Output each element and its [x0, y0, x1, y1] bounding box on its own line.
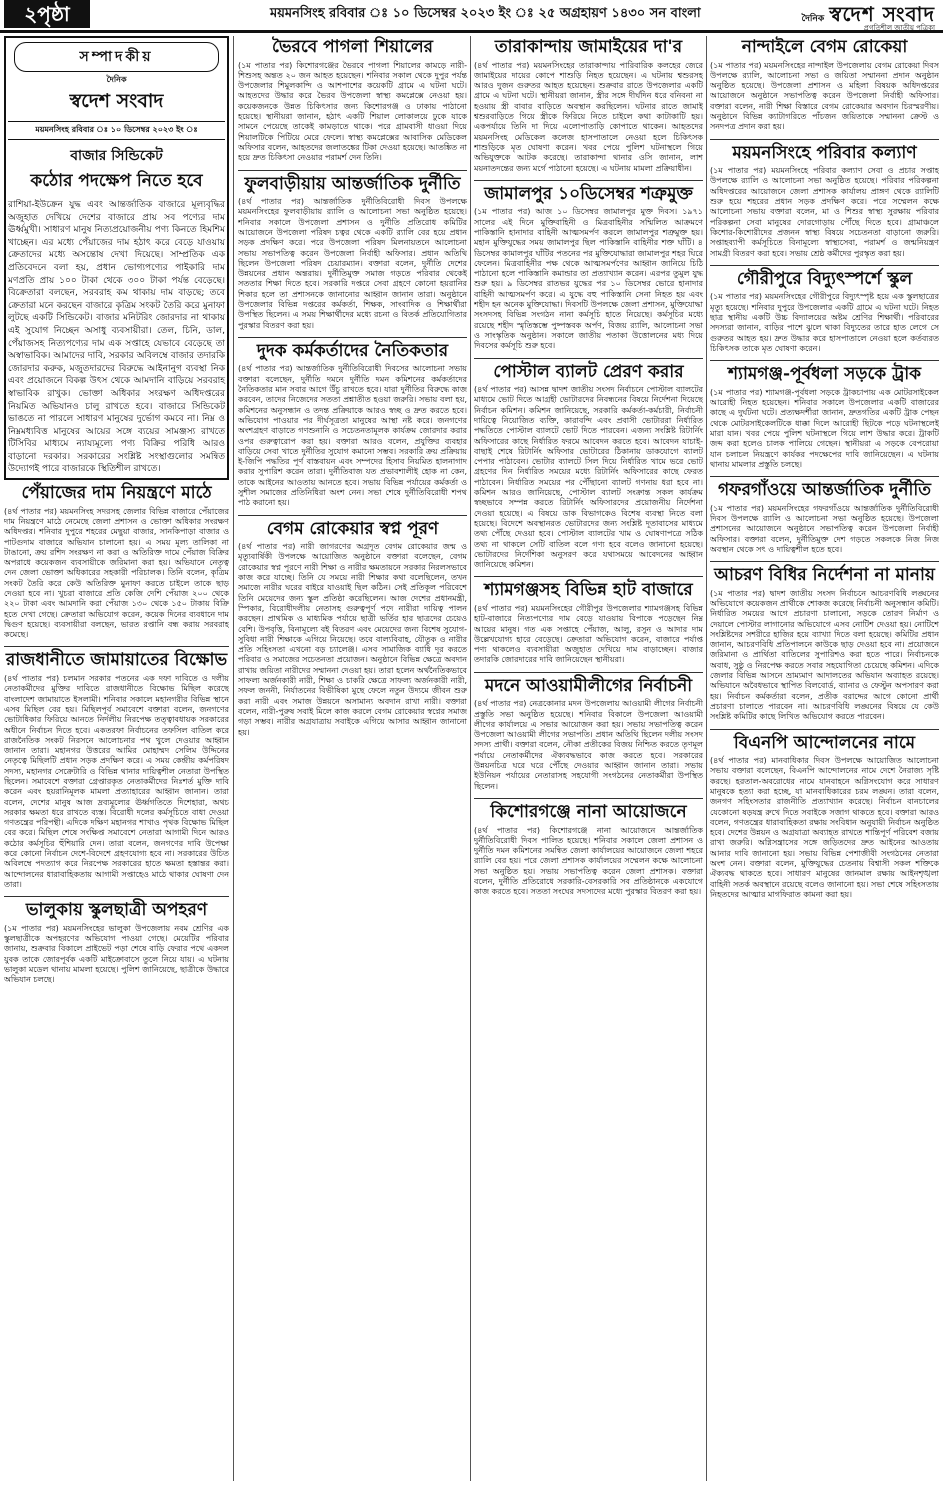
rule	[474, 798, 703, 799]
story-body: (৪র্থ পাতার পর) ময়মনসিংহ সদরসহ জেলার বিভিন্ন বাজারে পেঁয়াজের দাম নিয়ন্ত্রণে মাঠে নেমেছে জেলা প্রশাসন ও ভোক্তা অধিকার সংরক্ষণ অধিদপ্তর। শনিবার দুপুরে শহরের মেছুয়া বাজার, সানকিপাড়া বাজার ও পাটগুদাম বাজারে অভিযান চালানো হয়। এ সময় মূল্য তালিকা না টাঙানো, ক্রয় রশিদ সংরক্ষণ না করা ও অতিরিক্ত দামে পেঁয়াজ বিক্রির অপরাধে কয়েকজন ব্যবসায়ীকে জরিমানা করা হয়। অভিযানে নেতৃত্ব দেন জেলা ভোক্তা অধিকারের সহকারী পরিচালক। তিনি বলেন, কৃত্রিম সংকট তৈরি করে কেউ অতিরিক্ত মুনাফা করতে চাইলে তাকে ছাড় দেওয়া হবে না। খুচরা বাজারে প্রতি কেজি দেশি পেঁয়াজ ২০০ থেকে ২২০ টাকা এবং আমদানি করা পেঁয়াজ ১৩০ থেকে ১৫০ টাকায় বিক্রি হতে দেখা গেছে। ক্রেতারা অভিযোগ করেন, কয়েক দিনের ব্যবধানে দাম দ্বিগুণ হয়েছে। ব্যবসায়ীরা বলছেন, ভারত রপ্তানি বন্ধ করায় সরবরাহ কমেছে।	[4, 506, 229, 640]
story-body: (৪র্থ পাতার পর) মানবাধিকার দিবস উপলক্ষে আয়োজিত আলোচনা সভায় বক্তারা বলেছেন, বিএনপি আন্দোলনের নামে দেশে নৈরাজ্য সৃষ্টি করছে। হরতাল-অবরোধের নামে যানবাহনে অগ্নিসংযোগ করে সাধারণ মানুষকে হত্যা করা হচ্ছে, যা মানবাধিকারের চরম লঙ্ঘন। তারা বলেন, জনগণ সহিংসতার রাজনীতি প্রত্যাখ্যান করেছে। নির্বাচন বানচালের যেকোনো ষড়যন্ত্র রুখে দিতে সবাইকে সজাগ থাকতে হবে। বক্তারা আরও বলেন, গণতন্ত্রের ধারাবাহিকতা রক্ষায় সংবিধান অনুযায়ী নির্বাচন অনুষ্ঠিত হবে। দেশের উন্নয়ন ও অগ্রযাত্রা অব্যাহত রাখতে শান্তিপূর্ণ পরিবেশ বজায় রাখা জরুরি। অগ্নিসন্ত্রাসের সঙ্গে জড়িতদের দ্রুত আইনের আওতায় আনার দাবি জানানো হয়। সভায় বিভিন্ন পেশাজীবী সংগঠনের নেতারা অংশ নেন। বক্তারা বলেন, মুক্তিযুদ্ধের চেতনায় বিশ্বাসী সকল শক্তিকে ঐক্যবদ্ধ থাকতে হবে। সাধারণ মানুষের জানমাল রক্ষায় আইনশৃঙ্খলা বাহিনী সতর্ক অবস্থানে রয়েছে বলেও জানানো হয়। সভা শেষে সহিংসতায় নিহতদের আত্মার মাগফিরাত কামনা করা হয়।	[710, 756, 939, 899]
story-gouripur	[710, 270, 939, 354]
story-body: (১ম পাতার পর) ময়মনসিংহের গৌরীপুরে বিদ্যুৎস্পৃষ্ট হয়ে এক স্কুলছাত্রের মৃত্যু হয়েছে। শনিবার দুপুরে উপজেলার একটি গ্রামে এ ঘটনা ঘটে। নিহত ছাত্র স্থানীয় একটি উচ্চ বিদ্যালয়ের অষ্টম শ্রেণির শিক্ষার্থী। পরিবারের সদস্যরা জানান, বাড়ির পাশে ঝুলে থাকা বিদ্যুতের তারে হাত লেগে সে গুরুতর আহত হয়। দ্রুত উদ্ধার করে হাসপাতালে নেওয়া হলে কর্তব্যরত চিকিৎসক তাকে মৃত ঘোষণা করেন।	[710, 292, 939, 353]
page-number: ২পৃষ্ঠা	[4, 0, 90, 28]
story-peyaj	[4, 484, 229, 640]
editorial-title: সম্পাদকীয়	[14, 42, 219, 72]
story-jamalpur	[474, 185, 703, 352]
story-body: (৪র্থ পাতার পর) নেত্রকোনার মদন উপজেলায় আওয়ামী লীগের নির্বাচনী প্রস্তুতি সভা অনুষ্ঠিত হয়েছে। শনিবার বিকালে উপজেলা আওয়ামী লীগের কার্যালয়ে এ সভার আয়োজন করা হয়। সভায় সভাপতিত্ব করেন উপজেলা আওয়ামী লীগের সভাপতি। প্রধান অতিথি ছিলেন দলীয় সংসদ সদস্য প্রার্থী। বক্তারা বলেন, নৌকা প্রতীকের বিজয় নিশ্চিত করতে তৃণমূল পর্যায়ে নেতাকর্মীদের ঐক্যবদ্ধভাবে কাজ করতে হবে। সরকারের উন্নয়নচিত্র ঘরে ঘরে পৌঁছে দেওয়ার আহ্বান জানান তারা। সভায় ইউনিয়ন পর্যায়ের নেতারাসহ সহযোগী সংগঠনের নেতাকর্মীরা উপস্থিত ছিলেন।	[474, 699, 703, 791]
editorial-body: রাশিয়া-ইউক্রেন যুদ্ধ এবং আন্তর্জাতিক বাজারে মূল্যবৃদ্ধির অজুহাত দেখিয়ে দেশের বাজারে প্রায় সব পণ্যের দাম ঊর্ধ্বমুখী। সাধারণ মানুষ নিত্যপ্রয়োজনীয় পণ্য কিনতে হিমশিম খাচ্ছেন। এর মধ্যে পেঁয়াজের দাম হঠাৎ করে বেড়ে যাওয়ায় ক্রেতাদের মধ্যে অসন্তোষ দেখা দিয়েছে। সাম্প্রতিক এক প্রতিবেদনে বলা হয়, প্রধান ভোগ্যপণ্যের পাইকারি দাম মণপ্রতি প্রায় ১০০ টাকা থেকে ৩০০ টাকা পর্যন্ত বেড়েছে। বিক্রেতারা বলছেন, সরবরাহ কম থাকায় দাম বাড়ছে; তবে ক্রেতারা মনে করছেন বাজারে কৃত্রিম সংকট তৈরি করে মুনাফা লুটছে একটি সিন্ডিকেট। বাজার মনিটরিং জোরদার না থাকায় এই সুযোগ নিচ্ছেন অসাধু ব্যবসায়ীরা। তেল, চিনি, ডাল, পেঁয়াজসহ নিত্যপণ্যের দাম এক সপ্তাহে যেভাবে বেড়েছে তা অস্বাভাবিক। আমাদের দাবি, সরকার অবিলম্বে বাজার তদারকি জোরদার করুক, মজুতদারদের বিরুদ্ধে আইনানুগ ব্যবস্থা নিক এবং প্রয়োজনে বিকল্প উৎস থেকে আমদানি বাড়িয়ে সরবরাহ স্বাভাবিক রাখুক। ভোক্তা অধিকার সংরক্ষণ অধিদপ্তরের নিয়মিত অভিযানও চালু রাখতে হবে। বাজারে সিন্ডিকেট ভাঙতে না পারলে সাধারণ মানুষের দুর্ভোগ কমবে না। নিম্ন ও নিম্নমধ্যবিত্ত মানুষের আয়ের সঙ্গে ব্যয়ের সামঞ্জস্য রাখতে টিসিবির মাধ্যমে ন্যায্যমূল্যে পণ্য বিক্রির পরিধি আরও বাড়ানো দরকার। সরকারের সংশ্লিষ্ট সংস্থাগুলোর সমন্বিত উদ্যোগই পারে বাজারকে স্থিতিশীল রাখতে।	[8, 200, 225, 475]
headline: তারাকান্দায় জামাইয়ের দা'র	[494, 37, 683, 57]
column-divider	[233, 36, 234, 1481]
headline: রাজধানীতে জামায়াতের বিক্ষোভ	[5, 650, 228, 671]
column-2	[238, 36, 467, 1481]
column-divider	[470, 36, 471, 1481]
story-body: (১ম পাতার পর) ময়মনসিংহের নান্দাইল উপজেলায় বেগম রোকেয়া দিবস উপলক্ষে র‌্যালি, আলোচনা সভা ও জয়িতা সম্মাননা প্রদান অনুষ্ঠান অনুষ্ঠিত হয়েছে। উপজেলা প্রশাসন ও মহিলা বিষয়ক অধিদপ্তরের আয়োজনে অনুষ্ঠানে সভাপতিত্ব করেন উপজেলা নির্বাহী অফিসার। বক্তারা বলেন, নারী শিক্ষা বিস্তারে বেগম রোকেয়ার অবদান চিরস্মরণীয়। অনুষ্ঠানে বিভিন্ন ক্যাটাগরিতে পাঁচজন জয়িতাকে সম্মাননা ক্রেস্ট ও সনদপত্র প্রদান করা হয়।	[710, 60, 939, 132]
headline: গৌরীপুরে বিদ্যুৎস্পর্শে স্কুল	[736, 268, 913, 289]
brand-name: স্বদেশ সংবাদ	[829, 2, 935, 26]
dateline: ময়মনসিংহ রবিবার ঃ ১০ ডিসেম্বর ২০২৩ ইং ঃ ২৫ অগ্রহায়ণ ১৪৩০ সন বাংলা	[270, 6, 701, 21]
rule	[474, 576, 703, 577]
headline: ময়মনসিংহে পরিবার কল্যাণ	[732, 142, 917, 163]
story-body: (১ম পাতার পর) ময়মনসিংহের গফরগাঁওয়ে আন্তর্জাতিক দুর্নীতিবিরোধী দিবস উপলক্ষে র‌্যালি ও আলোচনা সভা অনুষ্ঠিত হয়েছে। উপজেলা প্রশাসনের আয়োজনে অনুষ্ঠানে সভাপতিত্ব করেন উপজেলা নির্বাহী অফিসার। বক্তারা বলেন, দুর্নীতিমুক্ত দেশ গড়তে সকলকে নিজ নিজ অবস্থান থেকে সৎ ও দায়িত্বশীল হতে হবে।	[710, 503, 939, 554]
rule	[4, 896, 229, 897]
rule	[710, 265, 939, 266]
story-shyamganj-hat	[474, 581, 703, 665]
story-achoran	[710, 566, 939, 722]
masthead	[0, 0, 943, 33]
story-body: (১ম পাতার পর) ময়মনসিংহে পরিবার কল্যাণ সেবা ও প্রচার সপ্তাহ উপলক্ষে র‌্যালি ও আলোচনা সভা অনুষ্ঠিত হয়েছে। পরিবার পরিকল্পনা অধিদপ্তরের আয়োজনে জেলা প্রশাসক কার্যালয় প্রাঙ্গণ থেকে র‌্যালিটি শুরু হয়ে শহরের প্রধান সড়ক প্রদক্ষিণ করে। পরে সম্মেলন কক্ষে আলোচনা সভায় বক্তারা বলেন, মা ও শিশুর স্বাস্থ্য সুরক্ষায় পরিবার পরিকল্পনা সেবা মানুষের দোরগোড়ায় পৌঁছে দিতে হবে। গ্রামাঞ্চলে কিশোর-কিশোরীদের প্রজনন স্বাস্থ্য বিষয়ে সচেতনতা বাড়ানো জরুরি। সপ্তাহব্যাপী কর্মসূচিতে বিনামূল্যে স্বাস্থ্যসেবা, পরামর্শ ও জন্মনিয়ন্ত্রণ সামগ্রী বিতরণ করা হবে। সভায় শ্রেষ্ঠ কর্মীদের পুরস্কৃত করা হয়।	[710, 166, 939, 258]
story-body: (১ম পাতার পর) আজ ১০ ডিসেম্বর জামালপুর মুক্ত দিবস। ১৯৭১ সালের এই দিনে মুক্তিবাহিনী ও মিত্রবাহিনীর সম্মিলিত আক্রমণে পাকিস্তানি হানাদার বাহিনী আত্মসমর্পণ করলে জামালপুর শত্রুমুক্ত হয়। মহান মুক্তিযুদ্ধের সময় জামালপুর ছিল পাকিস্তানি বাহিনীর শক্ত ঘাঁটি। ৪ ডিসেম্বর কামালপুর ঘাঁটির পতনের পর মুক্তিযোদ্ধারা জামালপুর শহর ঘিরে ফেলেন। মিত্রবাহিনীর পক্ষ থেকে আত্মসমর্পণের আহ্বান জানিয়ে চিঠি পাঠানো হলে পাকিস্তানি কমান্ডার তা প্রত্যাখ্যান করেন। এরপর তুমুল যুদ্ধ শুরু হয়। ৯ ডিসেম্বর রাতভর যুদ্ধের পর ১০ ডিসেম্বর ভোরে হানাদার বাহিনী আত্মসমর্পণ করে। এ যুদ্ধে বহু পাকিস্তানি সেনা নিহত হয় এবং শহীদ হন অনেক মুক্তিযোদ্ধা। দিবসটি উপলক্ষে জেলা প্রশাসন, মুক্তিযোদ্ধা সংসদসহ বিভিন্ন সংগঠন নানা কর্মসূচি হাতে নিয়েছে। কর্মসূচির মধ্যে রয়েছে শহীদ স্মৃতিস্তম্ভে পুষ্পস্তবক অর্পণ, বিজয় র‌্যালি, আলোচনা সভা ও সাংস্কৃতিক অনুষ্ঠান। সকালে জাতীয় পতাকা উত্তোলনের মধ্য দিয়ে দিবসের কর্মসূচি শুরু হবে।	[474, 207, 703, 351]
headline: গফরগাঁওয়ে আন্তর্জাতিক দুর্নীতি	[718, 480, 931, 501]
rule	[474, 358, 703, 359]
story-kishoreganj	[474, 803, 703, 898]
story-vairab	[238, 38, 467, 164]
rule	[238, 515, 467, 516]
column-3	[474, 36, 703, 1481]
story-body: (১ম পাতার পর) কিশোরগঞ্জের ভৈরবে পাগলা শিয়ালের কামড়ে নারী-শিশুসহ অন্তত ২০ জন আহত হয়েছেন। শনিবার সকাল থেকে দুপুর পর্যন্ত উপজেলার শিমুলকান্দি ও আশপাশের কয়েকটি গ্রামে এ ঘটনা ঘটে। আহতদের উদ্ধার করে ভৈরব উপজেলা স্বাস্থ্য কমপ্লেক্সে নেওয়া হয়। কয়েকজনকে উন্নত চিকিৎসার জন্য কিশোরগঞ্জ ও ঢাকায় পাঠানো হয়েছে। স্থানীয়রা জানান, হঠাৎ একটি শিয়াল লোকালয়ে ঢুকে যাকে সামনে পেয়েছে তাকেই কামড়াতে থাকে। পরে গ্রামবাসী ধাওয়া দিয়ে শিয়ালটিকে পিটিয়ে মেরে ফেলে। স্বাস্থ্য কমপ্লেক্সের আবাসিক মেডিকেল অফিসার বলেন, আহতদের জলাতঙ্কের টিকা দেওয়া হয়েছে। আতঙ্কিত না হয়ে দ্রুত চিকিৎসা নেওয়ার পরামর্শ দেন তিনি।	[238, 60, 467, 163]
story-taraganda	[474, 38, 703, 174]
column-divider	[706, 36, 707, 1481]
editorial-headline-main: কঠোর পদক্ষেপ নিতে হবে	[30, 171, 203, 191]
headline: কিশোরগঞ্জে নানা আয়োজনে	[490, 801, 687, 822]
rule	[4, 646, 229, 647]
story-bnp	[710, 734, 939, 901]
story-begum	[238, 520, 467, 738]
story-gafargaon	[710, 481, 939, 555]
editorial-date: ময়মনসিংহ রবিবার ঃ ১০ ডিসেম্বর ২০২৩ ইং ঃ	[8, 121, 225, 140]
editorial-brand: স্বদেশ সংবাদ	[69, 90, 164, 112]
rule	[710, 729, 939, 730]
story-madan	[474, 677, 703, 792]
story-body: (৪র্থ পাতার পর) আন্তর্জাতিক দুর্নীতিবিরোধী দিবসের আলোচনা সভায় বক্তারা বলেছেন, দুর্নীতি দমনে দুর্নীতি দমন কমিশনের কর্মকর্তাদের নৈতিকতার মান সবার আগে উঁচু রাখতে হবে। যারা দুর্নীতির বিরুদ্ধে কাজ করবেন, তাদের নিজেদের সততা প্রশ্নাতীত হওয়া জরুরি। সভায় বলা হয়, কমিশনের অনুসন্ধান ও তদন্ত প্রক্রিয়াকে আরও স্বচ্ছ ও দ্রুত করতে হবে। অভিযোগ পাওয়ার পর দীর্ঘসূত্রতা মানুষের আস্থা নষ্ট করে। জনগণের অংশগ্রহণ বাড়াতে গণশুনানি ও সচেতনতামূলক কার্যক্রম জোরদার করার ওপর গুরুত্বারোপ করা হয়। বক্তারা আরও বলেন, প্রযুক্তির ব্যবহার বাড়িয়ে সেবা খাতে দুর্নীতির সুযোগ কমানো সম্ভব। সরকারি ক্রয় প্রক্রিয়ায় ই-জিপি পদ্ধতির পূর্ণ বাস্তবায়ন এবং সম্পদের হিসাব নিয়মিত হালনাগাদ করার সুপারিশ করেন তারা। দুর্নীতিবাজ যত প্রভাবশালীই হোক না কেন, তাকে আইনের আওতায় আনতে হবে। সভায় বিভিন্ন পর্যায়ের কর্মকর্তা ও সুশীল সমাজের প্রতিনিধিরা অংশ নেন। সভা শেষে দুর্নীতিবিরোধী শপথ পাঠ করানো হয়।	[238, 364, 467, 508]
brand-prefix: দৈনিক	[801, 14, 825, 24]
story-dudok	[238, 342, 467, 509]
headline: শ্যামগঞ্জ-পূর্বধলা সড়কে ট্রাক	[727, 364, 922, 385]
editorial-headline-top: বাজার সিন্ডিকেট	[70, 148, 163, 164]
headline: দুদক কর্মকর্তাদের নৈতিকতার	[256, 340, 449, 361]
story-body: (১ম পাতার পর) শ্যামগঞ্জ-পূর্বধলা সড়কে ট্রাকচাপায় এক মোটরসাইকেল আরোহী নিহত হয়েছেন। শনিবার সকালে উপজেলার একটি বাজারের কাছে এ দুর্ঘটনা ঘটে। প্রত্যক্ষদর্শীরা জানান, দ্রুতগতির একটি ট্রাক পেছন থেকে মোটরসাইকেলটিকে ধাক্কা দিলে আরোহী ছিটকে পড়ে ঘটনাস্থলেই মারা যান। খবর পেয়ে পুলিশ ঘটনাস্থলে গিয়ে লাশ উদ্ধার করে। ট্রাকটি জব্দ করা হলেও চালক পালিয়ে গেছেন। স্থানীয়রা এ সড়কে বেপরোয়া যান চলাচল নিয়ন্ত্রণে কার্যকর পদক্ষেপের দাবি জানিয়েছেন। এ ঘটনায় থানায় মামলার প্রস্তুতি চলছে।	[710, 387, 939, 469]
headline: বিএনপি আন্দোলনের নামে	[733, 732, 916, 753]
story-rajdhani	[4, 651, 229, 890]
rule	[710, 360, 939, 361]
story-nandail	[710, 38, 939, 133]
headline: শ্যামগঞ্জসহ বিভিন্ন হাট বাজারে	[484, 580, 693, 601]
rule	[710, 476, 939, 477]
headline: মদনে আওয়ামীলীগের নির্বাচনী	[484, 675, 693, 696]
headline: বেগম রোকেয়ার স্বপ্ন পূরণ	[266, 518, 439, 539]
story-body: (৪র্থ পাতার পর) ময়মনসিংহের তারাকান্দায় পারিবারিক কলহের জেরে জামাইয়ের দায়ের কোপে শাশুড়ি নিহত হয়েছেন। এ ঘটনায় শ্বশুরসহ আরও দুজন গুরুতর আহত হয়েছেন। শুক্রবার রাতে উপজেলার একটি গ্রামে এ ঘটনা ঘটে। স্থানীয়রা জানান, স্ত্রীর সঙ্গে দীর্ঘদিন ধরে বনিবনা না হওয়ায় স্ত্রী বাবার বাড়িতে অবস্থান করছিলেন। ঘটনার রাতে জামাই শ্বশুরবাড়িতে গিয়ে স্ত্রীকে ফিরিয়ে নিতে চাইলে কথা কাটাকাটি হয়। একপর্যায়ে তিনি দা দিয়ে এলোপাতাড়ি কোপাতে থাকেন। আহতদের ময়মনসিংহ মেডিকেল কলেজ হাসপাতালে নেওয়া হলে চিকিৎসক শাশুড়িকে মৃত ঘোষণা করেন। খবর পেয়ে পুলিশ ঘটনাস্থলে গিয়ে অভিযুক্তকে আটক করেছে। তারাকান্দা থানার ওসি জানান, লাশ ময়নাতদন্তের জন্য মর্গে পাঠানো হয়েছে। এ ঘটনায় মামলা প্রক্রিয়াধীন।	[474, 60, 703, 173]
headline: ভালুকায় স্কুলছাত্রী অপহরণ	[25, 900, 208, 921]
headline: জামালপুর ১০ডিসেম্বর শত্রুমুক্ত	[484, 183, 693, 204]
story-body: (৪র্থ পাতার পর) আন্তর্জাতিক দুর্নীতিবিরোধী দিবস উপলক্ষে ময়মনসিংহের ফুলবাড়ীয়ায় র‌্যালি ও আলোচনা সভা অনুষ্ঠিত হয়েছে। শনিবার সকালে উপজেলা প্রশাসন ও দুর্নীতি প্রতিরোধ কমিটির আয়োজনে উপজেলা পরিষদ চত্বর থেকে একটি র‌্যালি বের হয়ে প্রধান সড়ক প্রদক্ষিণ করে। পরে উপজেলা পরিষদ মিলনায়তনে আলোচনা সভায় সভাপতিত্ব করেন উপজেলা নির্বাহী অফিসার। প্রধান অতিথি ছিলেন উপজেলা পরিষদ চেয়ারম্যান। বক্তারা বলেন, দুর্নীতি দেশের উন্নয়নের প্রধান অন্তরায়। দুর্নীতিমুক্ত সমাজ গড়তে পরিবার থেকেই সততার শিক্ষা দিতে হবে। সরকারি দপ্তরে সেবা গ্রহণে কোনো হয়রানির শিকার হলে তা প্রশাসনকে জানানোর আহ্বান জানান তারা। অনুষ্ঠানে উপজেলার বিভিন্ন দপ্তরের কর্মকর্তা, শিক্ষক, সাংবাদিক ও শিক্ষার্থীরা উপস্থিত ছিলেন। এ সময় শিক্ষার্থীদের মধ্যে রচনা ও বিতর্ক প্রতিযোগিতার পুরস্কার বিতরণ করা হয়।	[238, 197, 467, 330]
story-body: (১ম পাতার পর) ময়মনসিংহের ভালুকা উপজেলায় নবম শ্রেণির এক স্কুলছাত্রীকে অপহরণের অভিযোগ পাওয়া গেছে। মেয়েটির পরিবার জানায়, শুক্রবার বিকালে প্রাইভেট পড়া শেষে বাড়ি ফেরার পথে একদল যুবক তাকে জোরপূর্বক একটি মাইক্রোবাসে তুলে নিয়ে যায়। এ ঘটনায় ভালুকা মডেল থানায় মামলা হয়েছে। পুলিশ জানিয়েছে, ছাত্রীকে উদ্ধারে অভিযান চলছে।	[4, 923, 229, 985]
story-truck	[710, 365, 939, 470]
brand-tagline: প্রগতিশীল জাতীয় পত্রিকা	[863, 24, 935, 32]
headline: আচরণ বিধির নির্দেশনা না মানায়	[714, 565, 935, 586]
story-body: (৪র্থ পাতার পর) নারী জাগরণের অগ্রদূত বেগম রোকেয়ার জন্ম ও মৃত্যুবার্ষিকী উপলক্ষে আয়োজিত অনুষ্ঠানে বক্তারা বলেছেন, বেগম রোকেয়ার স্বপ্ন পূরণে নারী শিক্ষা ও নারীর ক্ষমতায়নে সরকার নিরলসভাবে কাজ করে যাচ্ছে। তিনি যে সময়ে নারী শিক্ষার কথা বলেছিলেন, তখন সমাজে নারীর ঘরের বাইরে যাওয়াই ছিল কঠিন। সেই প্রতিকূল পরিবেশে তিনি মেয়েদের জন্য স্কুল প্রতিষ্ঠা করেছিলেন। আজ দেশের প্রধানমন্ত্রী, স্পিকার, বিরোধীদলীয় নেতাসহ গুরুত্বপূর্ণ পদে নারীরা দায়িত্ব পালন করছেন। প্রাথমিক ও মাধ্যমিক পর্যায়ে ছাত্রী ভর্তির হার ছাত্রদের চেয়েও বেশি। উপবৃত্তি, বিনামূল্যে বই বিতরণ এবং মেয়েদের জন্য বিশেষ সুযোগ-সুবিধা নারী শিক্ষাকে এগিয়ে নিয়েছে। তবে বাল্যবিবাহ, যৌতুক ও নারীর প্রতি সহিংসতা এখনো বড় চ্যালেঞ্জ। এসব সামাজিক ব্যাধি দূর করতে পরিবার ও সমাজের সচেতনতা প্রয়োজন। অনুষ্ঠানে বিভিন্ন ক্ষেত্রে অবদান রাখায় জয়িতা নারীদের সম্মাননা দেওয়া হয়। তারা হলেন অর্থনৈতিকভাবে সাফল্য অর্জনকারী নারী, শিক্ষা ও চাকরি ক্ষেত্রে সাফল্য অর্জনকারী নারী, সফল জননী, নির্যাতনের বিভীষিকা মুছে ফেলে নতুন উদ্যমে জীবন শুরু করা নারী এবং সমাজ উন্নয়নে অসামান্য অবদান রাখা নারী। বক্তারা বলেন, নারী-পুরুষ সবাই মিলে কাজ করলে বেগম রোকেয়ার স্বপ্নের সমাজ গড়া সম্ভব। নারীর অগ্রযাত্রায় সবাইকে এগিয়ে আসার আহ্বান জানানো হয়।	[238, 542, 467, 737]
story-body: (৪র্থ পাতার পর) ময়মনসিংহের গৌরীপুর উপজেলার শ্যামগঞ্জসহ বিভিন্ন হাট-বাজারে নিত্যপণ্যের দাম বেড়ে যাওয়ায় বিপাকে পড়েছেন নিম্ন আয়ের মানুষ। গত এক সপ্তাহে পেঁয়াজ, আলু, রসুন ও আদার দাম উল্লেখযোগ্য হারে বেড়েছে। ক্রেতারা অভিযোগ করেন, বাজারে পর্যাপ্ত পণ্য থাকলেও ব্যবসায়ীরা অজুহাত দেখিয়ে দাম বাড়াচ্ছেন। বাজার তদারকি জোরদারের দাবি জানিয়েছেন স্থানীয়রা।	[474, 603, 703, 665]
headline: পেঁয়াজের দাম নিয়ন্ত্রণে মাঠে	[21, 483, 212, 504]
editorial-box	[4, 36, 229, 480]
headline: ফুলবাড়ীয়ায় আন্তর্জাতিক দুর্নীতি	[244, 173, 461, 194]
rule	[474, 180, 703, 181]
story-body: (১ম পাতার পর) দ্বাদশ জাতীয় সংসদ নির্বাচনে আচরণবিধি লঙ্ঘনের অভিযোগে কয়েকজন প্রার্থীকে শোকজ করেছে নির্বাচনী অনুসন্ধান কমিটি। নির্ধারিত সময়ের আগে প্রচারণা চালানো, সড়কে তোরণ নির্মাণ ও দেয়ালে পোস্টার লাগানোর অভিযোগে এসব নোটিশ দেওয়া হয়। নোটিশে সংশ্লিষ্টদের সশরীরে হাজির হয়ে ব্যাখ্যা দিতে বলা হয়েছে। কমিটির প্রধান জানান, আচরণবিধি প্রতিপালনে কাউকে ছাড় দেওয়া হবে না। প্রয়োজনে জরিমানা ও প্রার্থিতা বাতিলের সুপারিশও করা হতে পারে। নির্বাচনকে অবাধ, সুষ্ঠু ও নিরপেক্ষ করতে সবার সহযোগিতা চেয়েছে কমিশন। এদিকে জেলার বিভিন্ন আসনে ভ্রাম্যমাণ আদালতের অভিযান অব্যাহত রয়েছে। অভিযানে অবৈধভাবে স্থাপিত বিলবোর্ড, ব্যানার ও ফেস্টুন অপসারণ করা হয়। নির্বাচন কর্মকর্তারা বলেন, প্রতীক বরাদ্দের আগে কোনো প্রার্থী প্রচারণা চালাতে পারবেন না। আচরণবিধি লঙ্ঘনের বিষয়ে যে কেউ সংশ্লিষ্ট কমিটির কাছে লিখিত অভিযোগ করতে পারবেন।	[710, 588, 939, 722]
masthead-brand	[802, 0, 936, 33]
story-body: (৪র্থ পাতার পর) কিশোরগঞ্জে নানা আয়োজনে আন্তর্জাতিক দুর্নীতিবিরোধী দিবস পালিত হয়েছে। শনিবার সকালে জেলা প্রশাসন ও দুর্নীতি দমন কমিশনের সমন্বিত জেলা কার্যালয়ের আয়োজনে জেলা শহরে র‌্যালি বের হয়। পরে জেলা প্রশাসক কার্যালয়ের সম্মেলন কক্ষে আলোচনা সভা অনুষ্ঠিত হয়। সভায় সভাপতিত্ব করেন জেলা প্রশাসক। বক্তারা বলেন, দুর্নীতি প্রতিরোধে সরকারি-বেসরকারি সব প্রতিষ্ঠানকে একযোগে কাজ করতে হবে। সততা সংঘের সদস্যদের মধ্যে পুরস্কার বিতরণ করা হয়।	[474, 825, 703, 897]
story-postal	[474, 363, 703, 571]
rule	[710, 561, 939, 562]
rule	[474, 672, 703, 673]
column-4	[710, 36, 939, 1481]
headline: ভৈরবে পাগলা শিয়ালের	[272, 37, 433, 57]
story-valuka	[4, 901, 229, 985]
story-body: (৪র্থ পাতার পর) চলমান সরকার পতনের এক দফা দাবিতে ও দলীয় নেতাকর্মীদের মুক্তির দাবিতে রাজধানীতে বিক্ষোভ মিছিল করেছে বাংলাদেশ জামায়াতে ইসলামী। শনিবার সকালে মহানগরীর বিভিন্ন স্থানে এসব মিছিল বের হয়। মিছিলপূর্ব সমাবেশে বক্তারা বলেন, জনগণের ভোটাধিকার ফিরিয়ে আনতে নির্দলীয় নিরপেক্ষ তত্ত্বাবধায়ক সরকারের অধীনে নির্বাচন দিতে হবে। একতরফা নির্বাচনের তফসিল বাতিল করে রাজনৈতিক সংকট নিরসনে আলোচনার পথ খুলে দেওয়ার আহ্বান জানান তারা। মহানগর উত্তরের আমির মোহাম্মদ সেলিম উদ্দিনের নেতৃত্বে মিছিলটি প্রধান সড়ক প্রদক্ষিণ করে। এ সময় কেন্দ্রীয় কর্মপরিষদ সদস্য, মহানগর সেক্রেটারি ও বিভিন্ন থানার দায়িত্বশীল নেতারা উপস্থিত ছিলেন। সমাবেশে বক্তারা গ্রেপ্তারকৃত নেতাকর্মীদের নিঃশর্ত মুক্তি দাবি করেন এবং হয়রানিমূলক মামলা প্রত্যাহারের আহ্বান জানান। তারা বলেন, দেশের মানুষ আজ দ্রব্যমূল্যের ঊর্ধ্বগতিতে দিশেহারা, অথচ সরকার ক্ষমতা ধরে রাখতে ব্যস্ত। বিরোধী দলের কর্মসূচিতে বাধা দেওয়া গণতন্ত্রের পরিপন্থী। এদিকে দক্ষিণ মহানগর শাখাও পৃথক বিক্ষোভ মিছিল বের করে। মিছিল শেষে সংক্ষিপ্ত সমাবেশে নেতারা আগামী দিনে আরও কঠোর কর্মসূচির হুঁশিয়ারি দেন। তারা বলেন, জনগণের দাবি উপেক্ষা করে কোনো নির্বাচন দেশে-বিদেশে গ্রহণযোগ্য হবে না। সরকারের উচিত অবিলম্বে পদত্যাগ করে নিরপেক্ষ সরকারের হাতে ক্ষমতা হস্তান্তর করা। আন্দোলনের ধারাবাহিকতায় আগামী সপ্তাহেও মাঠে থাকার ঘোষণা দেন তারা।	[4, 674, 229, 889]
story-body: (৪র্থ পাতার পর) আসন্ন দ্বাদশ জাতীয় সংসদ নির্বাচনে পোস্টাল ব্যালটের মাধ্যমে ভোট দিতে আগ্রহী ভোটারদের নিবন্ধনের বিষয়ে নির্দেশনা দিয়েছে নির্বাচন কমিশন। কমিশন জানিয়েছে, সরকারি কর্মকর্তা-কর্মচারী, নির্বাচনী দায়িত্বে নিয়োজিত ব্যক্তি, কারাবন্দি এবং প্রবাসী ভোটাররা নির্ধারিত পদ্ধতিতে পোস্টাল ব্যালটে ভোট দিতে পারবেন। এজন্য সংশ্লিষ্ট রিটার্নিং অফিসারের কাছে নির্ধারিত ফরমে আবেদন করতে হবে। আবেদন যাচাই-বাছাই শেষে রিটার্নিং অফিসার ভোটারের ঠিকানায় ডাকযোগে ব্যালট পেপার পাঠাবেন। ভোটার ব্যালটে সিল দিয়ে নির্ধারিত খামে ভরে ভোট গ্রহণের দিন নির্ধারিত সময়ের মধ্যে রিটার্নিং অফিসারের কাছে ফেরত পাঠাবেন। নির্ধারিত সময়ের পর পৌঁছানো ব্যালট গণনায় ধরা হবে না। কমিশন আরও জানিয়েছে, পোস্টাল ব্যালট সংক্রান্ত সকল কার্যক্রম স্বচ্ছভাবে সম্পন্ন করতে রিটার্নিং অফিসারদের প্রয়োজনীয় নির্দেশনা দেওয়া হয়েছে। এ বিষয়ে ডাক বিভাগকেও বিশেষ ব্যবস্থা নিতে বলা হয়েছে। বিদেশে অবস্থানরত ভোটারদের জন্য সংশ্লিষ্ট দূতাবাসের মাধ্যমে তথ্য পৌঁছে দেওয়া হবে। পোস্টাল ব্যালটের খাম ও ঘোষণাপত্রে সঠিক তথ্য না থাকলে সেটি বাতিল বলে গণ্য হবে বলেও জানানো হয়েছে। ভোটারদের নির্দেশিকা অনুসরণ করে যথাসময়ে আবেদনের আহ্বান জানিয়েছে কমিশন।	[474, 385, 703, 570]
column-1	[4, 36, 229, 1481]
headline: পোস্টাল ব্যালট প্রেরণ করার	[493, 361, 684, 382]
rule	[238, 337, 467, 338]
headline: নান্দাইলে বেগম রোকেয়া	[741, 37, 908, 57]
story-fulbaria	[238, 175, 467, 331]
rule	[710, 139, 939, 140]
rule	[238, 170, 467, 171]
story-paribar	[710, 144, 939, 259]
editorial-brand-prefix: দৈনিক	[106, 75, 127, 84]
